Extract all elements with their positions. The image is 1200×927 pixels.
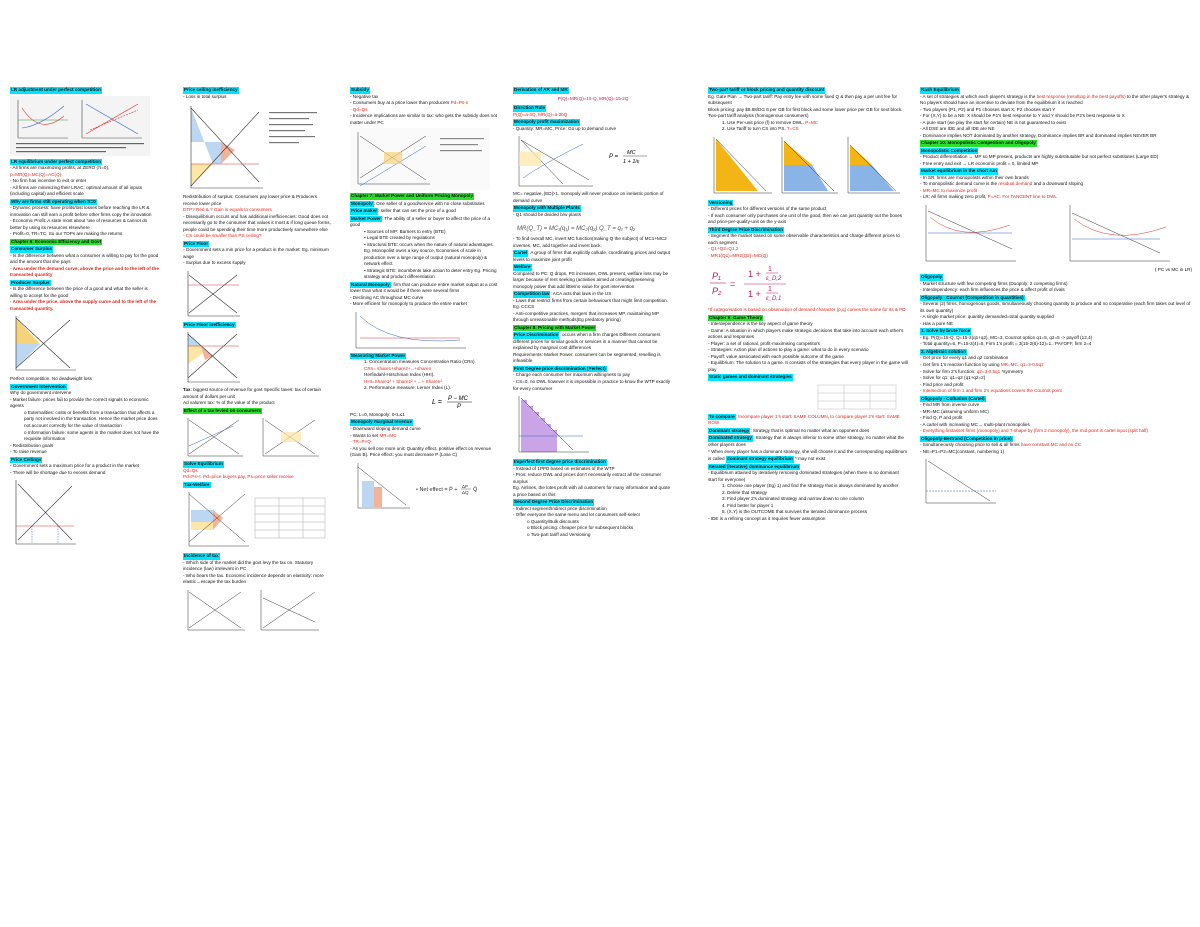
text-line: - MR=MC (assuming uniform MC) xyxy=(920,408,989,414)
text-line: - Q1+Q2=Q1,2 xyxy=(708,246,739,252)
dominated-strategy-label: Dominated strategy xyxy=(709,435,752,441)
text-line: ▪ Strategic BTE: incumbents take action to deter entry Eg. Pricing strategy and product differentiation xyxy=(364,267,497,280)
svg-text:1: 1 xyxy=(768,286,772,294)
heading-monopoly-profit-max: Monopoly profit maximization xyxy=(514,119,580,125)
text-line: p=MR(Q)=MC(Q)=AC(Q) xyxy=(10,171,62,177)
price-maker-label: Price maker xyxy=(351,208,378,214)
text-line: - If each consumer only purchases one unit of the good, then we can just quantity out the boxes and price-per-quality-unit on the y-axis xyxy=(708,212,903,225)
tax-welfare-graph xyxy=(183,490,328,550)
text-line xyxy=(708,413,908,427)
heading-multiple-plants: Monopoly with Multiple Plants xyxy=(514,205,580,211)
text-line: - Incidence implications are similar to tax: who gets the subsidy does not matter under PC xyxy=(350,113,498,125)
heading-collusion: Oligopoly - Collusion (Cartel) xyxy=(921,395,985,401)
text-line: o Quantity/Bulk discounts xyxy=(527,518,579,524)
monopoly-mr-graph xyxy=(350,461,495,511)
heading-third-degree: Third Degree Price Discrimination xyxy=(709,226,784,232)
svg-text:P: P xyxy=(457,403,462,410)
column-3 xyxy=(350,86,500,906)
text-line: Two-part tariff analysis (homogenous consumers) xyxy=(708,113,809,119)
svg-text:Q̄: Q̄ xyxy=(473,486,478,493)
text-line xyxy=(350,207,500,215)
text-line: 4. Find better for player 1 xyxy=(722,502,774,508)
text-line: o Two-part tariff and Versioning xyxy=(527,531,591,537)
svg-text:1 +: 1 + xyxy=(748,289,761,300)
text-line: DTP? Red & ? Gain is equals to consumers xyxy=(183,207,272,213)
text-line: - There will be shortage due to excess demand xyxy=(10,469,106,475)
text-line: - Is the difference between the price of a good and what the seller is willing to accept for the good xyxy=(10,286,148,298)
heading-direction-rule: Direction Rule xyxy=(514,105,546,111)
heading-chapter-6: Chapter 6: Economic Efficiency and Govt xyxy=(11,238,102,244)
svg-text:P₂: P₂ xyxy=(712,286,722,297)
step-1-formula: P=MC xyxy=(805,119,819,125)
text-line: - More efficient for monopoly to produce the entire market xyxy=(350,301,467,307)
heading-price-floor-inefficiency: Price Floor inefficiency xyxy=(184,321,235,327)
firm2-formula: q2=3-0.5q1 xyxy=(976,368,1001,374)
text-line: - Offer everyone the same menu and let consumers self-select xyxy=(513,512,640,518)
heading-price-ceiling-inefficiency: Price ceiling inefficiency xyxy=(184,87,238,92)
text-line: P(Q)=a-bQ, MR(Q)=a-2bQ xyxy=(513,111,568,117)
text-line: - Two players (P1, P2) and P1 chooses start X, P2 chooses start Y xyxy=(920,106,1056,112)
incidence-graphs xyxy=(183,588,323,633)
text-line: Pd=Ps+t. Pd=price buyers pay, Ps=price seller receive xyxy=(183,474,294,480)
text-line: Qd=Qs xyxy=(183,467,198,473)
text-line: o Externalities: costs or benefits from a transaction that affects a party not involved in the transaction. Hence the market price does not account correctly for the value of transaction xyxy=(24,409,158,428)
tax-effect-graph xyxy=(183,416,323,458)
competition-law-text: : ACA acts that laws in the US xyxy=(550,291,612,297)
bertrand-graph xyxy=(920,457,1000,507)
heading-tax-welfare: Tax-Welfare xyxy=(184,481,210,487)
mr-text: - Wants to set xyxy=(350,432,379,438)
market-power-label: Market Power xyxy=(351,215,381,221)
text-line: - Several (2) firms, homogenous goods, simultaneously choosing quantity to produce and no cooperative (each firm takes out level of its own quantity) xyxy=(920,301,1191,313)
text-line: - No firm has incentive to exit or enter xyxy=(10,178,87,184)
text-line: - Eg. P(Q)=15-Q, Q=15-2(q1+q2), MC=3, Cournot option q1=5, q2=5 -> payoff (12,4) xyxy=(920,334,1093,340)
heading-algebraic: 2. Algebraic solution xyxy=(921,348,967,354)
heading-measuring-market-power: Measuring Market Power xyxy=(351,352,406,358)
heading-govt-intervention: Government Intervention xyxy=(11,383,66,389)
text-line: PC: L=0, Monopoly: 0<L≤1 xyxy=(350,411,405,417)
text-line: - All firms are minimizing their LRAC: optimal amount of all inputs (including capital) and efficient scale xyxy=(10,184,142,197)
svg-text:P =: P = xyxy=(609,154,618,161)
heading-static-games: Static games and dominant strategies xyxy=(709,374,792,380)
text-line: - A pure start (we play the start for certain) NE is not guaranteed to exist xyxy=(920,119,1066,125)
text-line: - Anti-competitive practices, mergers that increases MP, maintaining MP through unreasonable methods(Eg predatory pricing) xyxy=(513,310,659,323)
text-line: - Player: a set of rational, profit-maximising competitors xyxy=(708,340,821,346)
text-line: - Government sets a maximum price for a product in the market xyxy=(10,463,139,469)
heading-chapter-10: Chapter 10: Monopolistic Competition and Oligopoly xyxy=(921,140,1036,146)
nash-best-response: best response (resulting in the best payoffs) xyxy=(1036,93,1126,99)
text-line: - Quantity: MR=MC, Price: Go up to demand curve xyxy=(513,125,617,131)
text-line: - Area under the demand curve, above the price and to the left of the transacted quantity xyxy=(10,265,159,278)
tax-text: : biggest source of revenue for govt Specific taxes: tax of certain amount of dollars per unit xyxy=(183,387,322,399)
text-line: 1. Choose one player (Eg) 1) and find the strategy that is always dominated by another xyxy=(722,483,899,489)
text-line: - All firms are maximizing profits, at ZERO (π=0), xyxy=(10,165,110,171)
svg-text:1 +: 1 + xyxy=(748,269,761,280)
text-line: - Market structure with few competing firms (Duopoly: 2 competing firms) xyxy=(920,280,1068,286)
text-line: - Solve for q1: q1=q2 (q1+q2=2) xyxy=(920,375,986,381)
lr-text: - LR: All firms making zero profit, xyxy=(920,194,987,200)
heading-producer-surplus: Producer Surplus xyxy=(11,279,50,285)
text-line: - For (X,Y) to be a NE: X should be P1's best response to Y and Y should be P2's best response to X xyxy=(920,113,1125,119)
text-line: - Interdependency: each firm influences the price & affect profit of rivals xyxy=(920,287,1065,293)
text-line xyxy=(513,290,673,298)
two-part-tariff-graphs xyxy=(708,135,903,197)
text-line: o Information failure: some agents in the market does not have the requisite information xyxy=(24,429,160,442)
heading-derivation: Derivation of AR and MR xyxy=(514,87,568,92)
natural-monopoly-label: Natural Monopoly xyxy=(351,281,390,287)
cartel-text: : A group of firms that explicitly collude, coordinating prices and output levels to maximize joint profit xyxy=(513,250,671,262)
text-line: - MR1(Q1)=MR2(Q2)=MC(Q) xyxy=(708,252,768,258)
svg-text:P₁: P₁ xyxy=(712,271,721,282)
text-line: HHI=Share1² + Share2² + ...+ Sharen² xyxy=(364,378,442,384)
text-line: Why do government intervene xyxy=(10,390,72,396)
column-2 xyxy=(183,86,333,906)
text-line xyxy=(183,387,333,400)
text-line: Eg. Gate Plan → Two-part tariff: Pay entry fee with some fixed Q & then pay a per unit fee for subsequent xyxy=(708,93,898,106)
heading-chapter-9: Chapter 9: Game Theory xyxy=(709,314,763,320)
firm2-note: *symmetry xyxy=(1001,368,1024,374)
reaction-formula: MR=MC, q1=3-0.5q2 xyxy=(1000,361,1044,367)
price-ceiling-graph xyxy=(10,478,80,548)
to-compare-label: To compare xyxy=(709,413,735,419)
lerner-formula xyxy=(350,394,490,410)
monopoly-text: : One seller of a good/service with no close substitutes xyxy=(373,200,485,206)
text-line: - Total quantity=6, P=15-2(4)=5, Firm 1's profit = 3(15-2(6)-12)=1.. PAYOFF, firm 2=4 xyxy=(920,341,1092,347)
surplus-graph xyxy=(10,314,80,374)
price-discrimination-label: Price Discrimination xyxy=(514,332,559,338)
heading-nash: Nash Equilibrium xyxy=(921,87,959,92)
text-line: - All DSE are IDE and all IDE are NE xyxy=(920,126,995,132)
svg-text:1: 1 xyxy=(768,266,772,274)
third-degree-formula xyxy=(708,261,828,305)
text-line: Block pricing: pay $8.88/DG 6 per GB for first block and some lower price per GB for next block. xyxy=(708,106,903,112)
dse-note: * may not exist xyxy=(795,456,826,462)
text-line: - Equilibrium: The solution to a game. It consists of the strategies that every player in the game will play xyxy=(708,360,908,372)
residual-text-2: and a downward sloping xyxy=(1033,181,1084,187)
subsidy-text: - Consumers buy at a price lower than producers xyxy=(350,100,450,106)
text-line: - Is the difference between what a consumer is willing to pay for the good and the amount that she pays xyxy=(10,252,159,265)
step-2-formula: T=CS xyxy=(786,126,799,132)
payoff-matrix xyxy=(708,383,898,411)
heading-first-degree: First Degree price discrimination (Perfect) xyxy=(514,365,606,371)
text-line: ▪ Structural BTE: occurs when the nature of natural advantages. Eg. Monopolist owns a key source, Economies of scale in production over a large range of output (natural monopoly) & network effect xyxy=(364,241,494,267)
text-line: - Indirect segment/Indirect price discrimination xyxy=(513,505,607,511)
text-line: Requirements: Market Power, consumers can be segmented, reselling is infeasible xyxy=(513,351,661,364)
svg-text:1 + 1/ε: 1 + 1/ε xyxy=(623,159,640,166)
text-line: - Negative tax xyxy=(350,93,379,99)
text-line: - Find MR from inverse curve xyxy=(920,402,980,408)
reaction-text: - Get firm 1's reaction function by using xyxy=(920,361,1000,367)
svg-text:MR(Q_T) = MC₁(q₁) = MC₂(q₂): MR(Q_T) = MC₁(q₁) = MC₂(q₂) Q_T = q₁ + q₂ xyxy=(517,226,636,233)
text-line: - A single market price: quantity demanded=total quantity supplied xyxy=(920,314,1054,320)
text-line: ▪ Legal BTE created by regulations xyxy=(364,235,435,241)
heading-welfare: Welfare xyxy=(514,264,531,270)
text-line: - Find Q, P and profit xyxy=(920,415,963,421)
text-line: - Qd=Qs xyxy=(350,106,368,112)
svg-text:ε_D,2: ε_D,2 xyxy=(766,276,782,283)
text-line: Ad valorem tax: % of the value of the product xyxy=(183,400,275,406)
text-line xyxy=(350,215,500,229)
heading-imperfect-first-degree: Imperfect first degree price discrimination xyxy=(514,459,606,465)
text-line: - IDE is a refining concept as it requires fewer assumption xyxy=(708,515,826,521)
text-line: - Instead of 1PPD based on estimates of the WTP xyxy=(513,465,615,471)
text-line: Eg. Airlines, the lotes profit with all customers for many information and quote a price based on this xyxy=(513,485,671,497)
text-line: - Charge each consumer her maximum willingness to pay xyxy=(513,372,630,378)
text-line: 3. Find player 2's dominated strategy and narrow down to one column xyxy=(722,496,864,502)
text-line: - Get price for every q1 and q2 combination xyxy=(920,355,1009,361)
tax-label: Tax xyxy=(183,387,191,393)
text-line: - MR=MC to maximize profit xyxy=(920,187,978,193)
text-line xyxy=(920,94,1192,107)
text-line: 1. Concentration measures Concentration Ratio (CRn). xyxy=(364,359,476,365)
text-line: 5. (X,Y) is the OUTCOME that survives the iterated dominance process xyxy=(722,509,868,515)
text-line: 2. Performance measure: Lerner Index (L). xyxy=(364,385,452,391)
text-line: - Redistribution goals xyxy=(10,442,54,448)
price-floor-inefficiency-graph xyxy=(183,330,243,385)
column-6 xyxy=(920,86,1192,906)
heading-monopolistic-competition: Monopolistic Competition xyxy=(921,147,978,153)
text-line: - Disequilibrium occurs and has additional inefficiencies: Good does not necessarily go to the consumer that values it most & if long queue forms, people could be spending their time more productively somewhere else xyxy=(183,213,331,232)
first-degree-graph xyxy=(513,394,593,456)
text-line: - Pros: reduce DWL and prices don't necessarily extract all the consumer surplus xyxy=(513,472,662,484)
heading-tax-effect: Effect of a tax levied on consumers xyxy=(184,407,262,413)
competition-law-label: Competition law xyxy=(514,291,550,297)
heading-price-ceilings: Price Ceilings xyxy=(11,456,42,462)
text-line: - Declining AC throughout MC curve xyxy=(350,294,424,300)
heading-monopoly-mr: Monopoly marginal revenue xyxy=(351,419,413,425)
text-line: Herfindahl-Hirschman Index (HHI). xyxy=(364,372,435,378)
text-line: - Market failure: prices fail to provide the correct signals to economic agents xyxy=(10,396,149,409)
text-line: - Economic Profit: A state most about 'use of resources & cannot do better by using its resources elsewhere xyxy=(10,218,148,230)
cartel-label: Cartel xyxy=(514,250,528,256)
heading-two-part-tariff: Two-part tariff or block pricing and quantity discount xyxy=(709,87,825,92)
text-line: - As you sell one more unit: Quantity effect, positive effect on revenue (Gain B). Price effect: you must decrease P (Lose C) xyxy=(350,445,492,458)
bertrand-text: - Simultaneously choosing price to sell & all firms xyxy=(920,442,1020,448)
svg-text:L =: L = xyxy=(432,398,442,406)
nash-text-2: to the other player's strategy & No players should have an incentive to deviate from the equilibrium it is reached xyxy=(920,93,1190,106)
text-line: - Payoff: value associated with each possible outcome of the game xyxy=(708,353,844,359)
heading-chapter-7: Chapter 7: Market Power and Uniform Pricing Monopoly xyxy=(351,193,474,199)
svg-text:MC: MC xyxy=(627,150,636,157)
price-maker-text: : seller that can set the price of a good xyxy=(378,208,456,214)
heading-iterated-dominance: Iterated (iterative) dominance equilibrium xyxy=(709,463,800,469)
text-line: *If categorisation is based on observation of demand character (p,q) comes the same for its & PD xyxy=(708,307,906,313)
text-line: o Block pricing: cheaper price for subsequent blocks xyxy=(527,525,634,531)
text-line xyxy=(708,434,908,448)
text-line: - Find price and profit xyxy=(920,381,964,387)
svg-text:ε_D,1: ε_D,1 xyxy=(766,296,782,303)
text-line: CRn= share1+share2+...+sharen xyxy=(364,365,432,371)
svg-text:ΔP: ΔP xyxy=(462,483,469,489)
heading-market-eq-sr: Market equilibrium in the short run xyxy=(921,168,997,174)
dominated-strategy-text: : Strategy that is always inferior to some other strategy, no matter what the other players does xyxy=(708,435,904,447)
text-line: - A cartel with increasing MC→ multi-plant monopolies xyxy=(920,421,1030,427)
text-line: - NE=P1=P2=MC(constant, numbering 1) xyxy=(920,448,1005,454)
text-line: - Government sets a min price for a product in the market: Eg. minimum wage xyxy=(183,247,329,259)
heading-why-operating: Why are firms still operating when π=0 xyxy=(11,198,96,204)
text-line: - Dominance implies NOT dominated by another strategy, Dominance implies BR and dominated implies NEVER BR xyxy=(920,132,1157,138)
text-line: - Downward sloping demand curve xyxy=(350,425,421,431)
text-line: - Interdependence is the key aspect of game theory xyxy=(708,321,813,327)
column-1 xyxy=(10,86,160,906)
svg-text:ΔQ: ΔQ xyxy=(462,489,469,495)
heading-incidence-of-tax: Incidence of tax xyxy=(184,553,219,559)
multiple-plants-formula xyxy=(513,220,663,234)
svg-text:=: = xyxy=(730,279,736,290)
text-line: - To raise revenue xyxy=(10,449,47,455)
text-line: - Segment the market based on some observable characteristics and charge different prices to each segment xyxy=(708,233,900,245)
text-line xyxy=(920,194,1192,201)
text-line: ▪ Sources of MP: Barriers to entry (BTE) xyxy=(364,228,446,234)
monopoly-label: Monopoly xyxy=(351,200,373,206)
text-line: - Game: A situation in which players make strategic decisions that take into account each other's actions and responses xyxy=(708,327,904,340)
dse-label: dominant strategy equilibrium xyxy=(726,456,793,462)
text-line: - CS could be smaller than PS ceiling? xyxy=(183,233,262,239)
text-line: - Surplus due to excess supply xyxy=(183,260,246,266)
natural-monopoly-graph xyxy=(350,310,470,350)
text-line xyxy=(708,449,908,463)
text-line: - CS=0, no DWL however it is impossible in practice to know the WTP exactly for every consumer xyxy=(513,378,671,391)
text-line: - Laws that restrict firms from certain behaviours that might limit competition. Eg. CCCS xyxy=(513,297,668,310)
heading-second-degree: Second Degree Price Discrimination xyxy=(514,499,594,505)
text-line: - Which side of the market did the govt levy the tax on. Statutory incidence (law) irrelevant in PC xyxy=(183,559,314,572)
column-5 xyxy=(708,86,908,906)
heading-consumer-surplus: Consumer Surplus xyxy=(11,246,53,252)
bertrand-red: have constant MC and no CC xyxy=(1020,442,1082,448)
mc-lr-graphs xyxy=(920,203,1185,265)
heading-subsidy: Subsidy xyxy=(351,87,369,92)
text-line: - Dynamic process: have profits/lost losses before reaching the LR & innovation can still earn a profit before other firms copy the innovation xyxy=(10,205,152,217)
svg-text:P − MC: P − MC xyxy=(448,395,468,402)
heading-solve-equilibrium: Solve Equilibrium xyxy=(184,461,223,467)
text-line xyxy=(350,200,500,208)
firm2-text: - Solve for firm 2's function: xyxy=(920,368,976,374)
text-line xyxy=(708,126,908,133)
heading-price-floor: Price Floor xyxy=(184,240,208,246)
text-line: - Who bears the tax. Economic incidence depends on elasticity: more elastic→escape the tax burden xyxy=(183,572,324,585)
text-line xyxy=(708,427,908,435)
dominant-strategy-text: : Strategy that is optimal no matter what an opponent does xyxy=(750,427,870,433)
heading-bertrand: Oligopoly-Bertrand (Competition in price) xyxy=(921,435,1012,441)
text-line: - TR=P×Q xyxy=(350,439,371,445)
heading-oligopoly: Oligopoly xyxy=(921,274,943,280)
text-line: Compared to PC: Q drops, PS increases, DWL present, welfare loss may be larger because of rent seeking (activities aimed at creating/preserving monopoly power that add little/no value for govt intervention xyxy=(513,270,669,289)
price-discrimination-text: : occurs when a firm charges Different consumers different prices for similar goods or services in a manner that cannot be explained by marginal cost differences xyxy=(513,332,661,351)
column-4 xyxy=(513,86,673,906)
market-power-text: : The ability of a seller or buyer to affect the price of a good xyxy=(350,215,490,228)
subsidy-graph xyxy=(350,128,490,190)
text-line xyxy=(513,331,673,352)
heading-versioning: Versioning xyxy=(709,199,733,205)
text-line xyxy=(513,249,673,263)
heading-brute-force: 1. Solve by brute force xyxy=(921,328,971,334)
price-floor-graph xyxy=(183,269,243,319)
price-ceiling-inefficiency-graph xyxy=(183,102,323,192)
step-1-text: 1. Use Per-unit price (f) to remove DWL. xyxy=(722,119,804,125)
text-line: ( PC vs MC in LR) xyxy=(1154,266,1192,272)
heading-chapter-8: Chapter 8: Pricing with Market Power xyxy=(514,324,596,330)
text-line: - Loss in total surplus xyxy=(183,93,227,99)
text-line: - Equilibrium attained by iteratively removing dominated strategies (when there is no dominant start for everyone) xyxy=(708,470,899,482)
subsidy-formula: Pd=Ps-s xyxy=(450,100,469,106)
natural-monopoly-text: : firm that can produce entire market output at a cost lower than what it would be if there were several firms xyxy=(350,281,498,294)
text-line: - Strategies: Action plan of actions to play a game: what to do in every scenario xyxy=(708,347,869,353)
heading-cournot: Oligopoly - Cournot (Competition in quantities) xyxy=(921,294,1024,300)
text-line: - Everything firstasset firms (monopoly) and T-shape by (firm 2 monopoly), the mid point is cartel input (split half) xyxy=(920,428,1148,434)
text-line: - Profit=0, TR=TC. So our TOPs are making the returns xyxy=(10,231,123,237)
text-line: Redistribution of surplus: Consumers pay lower price & Producers receive lower price xyxy=(183,194,318,206)
mr-formula: MR=MC xyxy=(379,432,397,438)
dse-text: * When every player has a dominant strategy, she will choose it and the corresponding equilibrium is called xyxy=(708,448,908,462)
equation-ar-mr: P(Q)=MR(Q)=15-Q, MR(Q)=15-2Q xyxy=(557,95,629,101)
text-line: - Different prices for different versions of the same product xyxy=(708,206,827,212)
text-line: - Has a pure NE xyxy=(920,320,953,326)
text-line xyxy=(350,281,500,295)
text-line: - Free entry and exit → LR economic profit = 0, limited MP xyxy=(920,160,1039,166)
text-line: - To find overall MC, invert MC function(making Q the subject) of MC1+MC2 inverses. MC, add together and invert back. xyxy=(513,236,667,248)
residual-text: - To monopolistic demand curve is the xyxy=(920,181,998,187)
step-2-text: 2. Use Tariff to turn CS into PS. xyxy=(722,126,786,132)
nash-text: - A set of strategies at which each player's strategy is the xyxy=(920,93,1036,99)
svg-text:• Net effect = P̄ +: • Net effect = P̄ + xyxy=(416,486,458,493)
heading-lr-adjustment: LR adjustment under perfect competition xyxy=(11,87,101,92)
text-line: 2. Delete that strategy xyxy=(722,489,767,495)
text-line: - Product differentiation → MP so MP present, products are highly substitutable but not perfect substitutes (Large ED) xyxy=(920,154,1159,160)
text-line: - Intersection of firm 1 and firm 2's equations covers the Cournot point xyxy=(920,388,1062,394)
profit-max-graph xyxy=(513,134,663,189)
heading-lr-equilibrium: LR equilibrium under perfect competition xyxy=(11,158,102,164)
text-line: - In SR, firms are monopolists within their own brands xyxy=(920,174,1029,180)
residual-demand: residual demand xyxy=(998,181,1033,187)
text-line: Perfect competition. No deadweight loss xyxy=(10,376,92,382)
lr-formula: P=AC. For TANGENT line to DWL xyxy=(987,194,1057,200)
text-line: - Q1 should be divided b/w plants xyxy=(513,211,581,217)
dominant-strategy-label: Dominant strategy xyxy=(709,427,750,433)
text-line: - Area under the price, above the supply curve and to the left of the transacted quantity. xyxy=(10,299,157,311)
text-line: MC= negative, |ED|>1, monopoly will never produce on inelastic portion of demand curve xyxy=(513,191,664,203)
lr-adjustment-figure xyxy=(10,96,150,156)
to-compare-text: : Incompare player 1's start: SAME COLUMN, to compare player 2's start: SAME ROW xyxy=(708,413,900,426)
